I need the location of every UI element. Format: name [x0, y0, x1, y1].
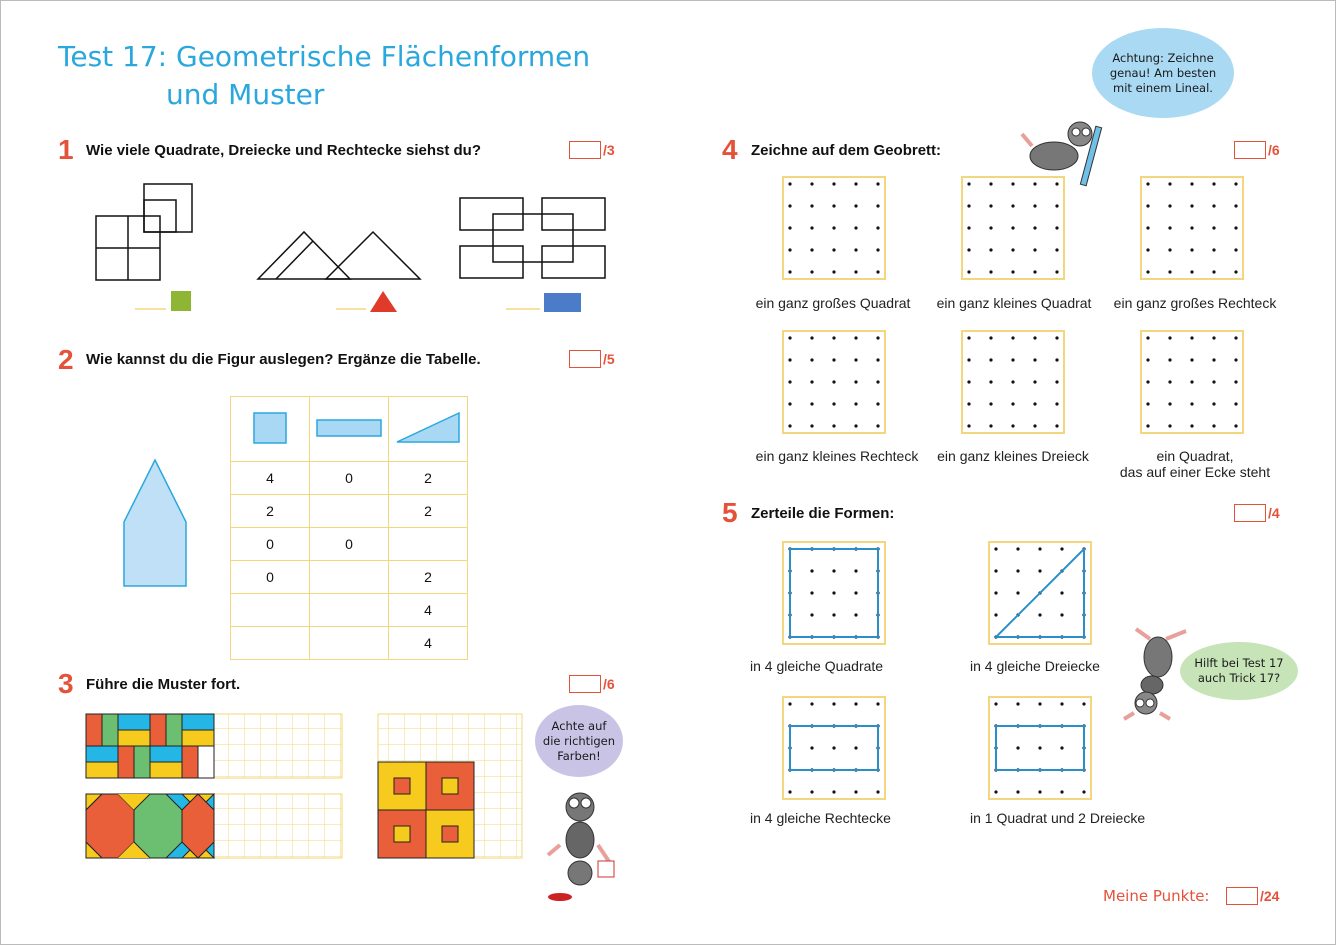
geoboard-dot[interactable]	[832, 270, 835, 273]
geoboard-dot[interactable]	[1190, 226, 1193, 229]
geoboard-dot[interactable]	[1055, 270, 1058, 273]
geoboard-f-label-line2: das auf einer Ecke steht	[1119, 464, 1271, 480]
total-score-label: Meine Punkte:	[1103, 887, 1210, 905]
task3-question: Führe die Muster fort.	[86, 676, 241, 693]
geoboard-dot[interactable]	[788, 204, 791, 207]
geoboard-dot[interactable]	[876, 358, 879, 361]
geoboard-dot[interactable]	[1055, 402, 1058, 405]
task2-score-box[interactable]	[569, 350, 601, 368]
page-title-line2: und Muster	[166, 78, 325, 111]
geoboard-dot[interactable]	[854, 380, 857, 383]
geoboard-dot[interactable]	[832, 226, 835, 229]
geoboard-dot[interactable]	[989, 248, 992, 251]
header-square	[231, 397, 310, 462]
bubble-left-line2: die richtigen	[542, 733, 616, 748]
geoboard-dot[interactable]	[1055, 380, 1058, 383]
geoboard-dot[interactable]	[788, 402, 791, 405]
cell-r1c1: 4	[231, 462, 310, 495]
geoboard-dot[interactable]	[854, 204, 857, 207]
geoboard-dot[interactable]	[1033, 182, 1036, 185]
geoboard-dot[interactable]	[1011, 336, 1014, 339]
bubble-mid-line2: auch Trick 17?	[1197, 671, 1281, 685]
geoboard-dot[interactable]	[1190, 358, 1193, 361]
task3-score	[569, 675, 615, 693]
geoboard-dot[interactable]	[788, 380, 791, 383]
geoboard-b-label: ein ganz kleines Quadrat	[936, 295, 1092, 311]
geoboard-dot[interactable]	[1212, 402, 1215, 405]
cell-r6c1[interactable]	[231, 627, 310, 660]
cell-r4c1: 0	[231, 561, 310, 594]
divide-rectangle-outline	[784, 698, 884, 798]
geoboard-dot[interactable]	[810, 270, 813, 273]
geoboard-dot[interactable]	[1234, 226, 1237, 229]
geoboard-c[interactable]	[1140, 176, 1244, 280]
divide-mixed-label: in 1 Quadrat und 2 Dreiecke	[970, 810, 1146, 826]
geoboard-dot[interactable]	[1212, 226, 1215, 229]
geoboard-dot[interactable]	[1033, 380, 1036, 383]
geoboard-dot[interactable]	[1055, 336, 1058, 339]
dot-grid	[1142, 178, 1242, 278]
geoboard-a-label: ein ganz großes Quadrat	[755, 295, 911, 311]
geoboard-dot[interactable]	[1212, 182, 1215, 185]
geoboard-dot[interactable]	[1055, 182, 1058, 185]
geoboard-dot[interactable]	[854, 182, 857, 185]
page-title-line1: Test 17: Geometrische Flächenformen	[58, 40, 591, 73]
task2-max: /5	[603, 351, 615, 367]
task1-question: Wie viele Quadrate, Dreiecke und Rechtecke siehst du?	[86, 142, 482, 159]
geoboard-dot[interactable]	[1146, 358, 1149, 361]
geoboard-dot[interactable]	[810, 424, 813, 427]
divide-square-outline	[784, 543, 884, 643]
geoboard-dot[interactable]	[854, 248, 857, 251]
bubble-top-line2: genau! Am besten	[1109, 65, 1217, 80]
geoboard-dot[interactable]	[1011, 358, 1014, 361]
geoboard-dot[interactable]	[967, 336, 970, 339]
geoboard-dot[interactable]	[810, 358, 813, 361]
divide-rectangle[interactable]	[782, 696, 886, 800]
header-rectangle	[310, 397, 389, 462]
geoboard-dot[interactable]	[1234, 182, 1237, 185]
geoboard-dot[interactable]	[832, 182, 835, 185]
geoboard-dot[interactable]	[1234, 380, 1237, 383]
geoboard-dot[interactable]	[1234, 248, 1237, 251]
geoboard-dot[interactable]	[1190, 182, 1193, 185]
task1-number: 1	[58, 134, 74, 165]
geoboard-dot[interactable]	[989, 380, 992, 383]
geoboard-dot[interactable]	[1146, 380, 1149, 383]
geoboard-f[interactable]	[1140, 330, 1244, 434]
task1-score	[569, 141, 615, 159]
geoboard-dot[interactable]	[1168, 358, 1171, 361]
divide-rectangle-label: in 4 gleiche Rechtecke	[750, 810, 891, 826]
geoboard-dot[interactable]	[1011, 182, 1014, 185]
dot-grid	[784, 178, 884, 278]
total-score-max: /24	[1260, 888, 1280, 904]
house-figure	[120, 456, 192, 592]
geoboard-dot[interactable]	[1033, 270, 1036, 273]
geoboard-dot[interactable]	[788, 226, 791, 229]
geoboard-dot[interactable]	[1190, 402, 1193, 405]
geoboard-dot[interactable]	[1168, 336, 1171, 339]
task2-score	[569, 350, 615, 368]
geoboard-dot[interactable]	[1190, 204, 1193, 207]
geoboard-dot[interactable]	[1212, 270, 1215, 273]
task5-max: /4	[1268, 505, 1280, 521]
task4-score-box[interactable]	[1234, 141, 1266, 159]
task5-score	[1234, 504, 1280, 522]
bubble-left-line1: Achte auf	[551, 718, 607, 733]
geoboard-dot[interactable]	[1033, 248, 1036, 251]
geoboard-dot[interactable]	[1190, 248, 1193, 251]
dot-grid	[784, 332, 884, 432]
total-score-box[interactable]	[1226, 887, 1258, 905]
geoboard-f-label	[1108, 448, 1282, 480]
geoboard-dot[interactable]	[1033, 358, 1036, 361]
shape-table	[230, 396, 468, 660]
task3-number: 3	[58, 668, 74, 699]
geoboard-dot[interactable]	[1146, 204, 1149, 207]
geoboard-dot[interactable]	[876, 226, 879, 229]
geoboard-dot[interactable]	[854, 336, 857, 339]
geoboard-dot[interactable]	[1234, 358, 1237, 361]
ant-handstand-illustration	[1120, 625, 1194, 721]
geoboard-dot[interactable]	[832, 336, 835, 339]
geoboard-dot[interactable]	[1212, 248, 1215, 251]
geoboard-dot[interactable]	[1190, 424, 1193, 427]
task2-question: Wie kannst du die Figur auslegen? Ergänze die Tabelle.	[86, 351, 481, 368]
geoboard-dot[interactable]	[1055, 248, 1058, 251]
geoboard-dot[interactable]	[854, 402, 857, 405]
geoboard-dot[interactable]	[967, 204, 970, 207]
geoboard-dot[interactable]	[788, 358, 791, 361]
bubble-left-line3: Farben!	[557, 748, 601, 763]
geoboard-dot[interactable]	[810, 226, 813, 229]
task5-question: Zerteile die Formen:	[751, 505, 895, 522]
speech-bubble-trick	[1180, 642, 1298, 700]
cell-r4c3: 2	[389, 561, 468, 594]
pattern-area	[84, 712, 529, 862]
geoboard-dot[interactable]	[1168, 204, 1171, 207]
geoboard-dot[interactable]	[832, 380, 835, 383]
dot-grid	[963, 332, 1063, 432]
header-triangle	[389, 397, 468, 462]
geoboard-dot[interactable]	[967, 380, 970, 383]
geoboard-dot[interactable]	[1190, 380, 1193, 383]
speech-bubble-ruler	[1092, 28, 1234, 118]
task4-score	[1234, 141, 1280, 159]
geoboard-dot[interactable]	[876, 204, 879, 207]
geoboard-dot[interactable]	[1212, 424, 1215, 427]
geoboard-dot[interactable]	[1168, 402, 1171, 405]
geoboard-dot[interactable]	[1011, 204, 1014, 207]
geoboard-dot[interactable]	[1168, 182, 1171, 185]
geoboard-dot[interactable]	[1146, 270, 1149, 273]
geoboard-dot[interactable]	[1055, 424, 1058, 427]
geoboard-dot[interactable]	[1011, 248, 1014, 251]
geoboard-dot[interactable]	[1168, 270, 1171, 273]
geoboard-dot[interactable]	[1234, 424, 1237, 427]
task3-max: /6	[603, 676, 615, 692]
geoboard-dot[interactable]	[1055, 358, 1058, 361]
geoboard-dot[interactable]	[967, 248, 970, 251]
geoboard-dot[interactable]	[1011, 424, 1014, 427]
divide-mixed-outline	[990, 698, 1090, 798]
geoboard-dot[interactable]	[854, 270, 857, 273]
geoboard-dot[interactable]	[876, 182, 879, 185]
geoboard-e[interactable]	[961, 330, 1065, 434]
geoboard-dot[interactable]	[810, 380, 813, 383]
geoboard-dot[interactable]	[1168, 424, 1171, 427]
divide-triangle-label: in 4 gleiche Dreiecke	[970, 658, 1100, 674]
cell-r4c2[interactable]	[310, 561, 389, 594]
speech-bubble-colors	[535, 705, 623, 777]
geoboard-dot[interactable]	[1146, 336, 1149, 339]
geoboard-a[interactable]	[782, 176, 886, 280]
geoboard-dot[interactable]	[1234, 402, 1237, 405]
geoboard-dot[interactable]	[788, 424, 791, 427]
geoboard-dot[interactable]	[1055, 226, 1058, 229]
geoboard-dot[interactable]	[989, 204, 992, 207]
cell-r3c3[interactable]	[389, 528, 468, 561]
geoboard-dot[interactable]	[967, 402, 970, 405]
divide-triangle-outline	[990, 543, 1090, 643]
geoboard-dot[interactable]	[854, 226, 857, 229]
geoboard-dot[interactable]	[989, 226, 992, 229]
geoboard-dot[interactable]	[1212, 336, 1215, 339]
geoboard-dot[interactable]	[1146, 424, 1149, 427]
geoboard-dot[interactable]	[876, 270, 879, 273]
cell-r5c1[interactable]	[231, 594, 310, 627]
cell-r5c3: 4	[389, 594, 468, 627]
geoboard-dot[interactable]	[989, 270, 992, 273]
geoboard-dot[interactable]	[1146, 248, 1149, 251]
geoboard-dot[interactable]	[989, 424, 992, 427]
cell-r3c1: 0	[231, 528, 310, 561]
geoboard-dot[interactable]	[876, 380, 879, 383]
geoboard-f-label-line1: ein Quadrat,	[1156, 448, 1234, 464]
geoboard-dot[interactable]	[876, 336, 879, 339]
geoboard-dot[interactable]	[989, 402, 992, 405]
geoboard-dot[interactable]	[1146, 402, 1149, 405]
geoboard-dot[interactable]	[832, 358, 835, 361]
cell-r5c2[interactable]	[310, 594, 389, 627]
geoboard-dot[interactable]	[1234, 270, 1237, 273]
cell-r6c2[interactable]	[310, 627, 389, 660]
task2-number: 2	[58, 344, 74, 375]
geoboard-dot[interactable]	[1234, 336, 1237, 339]
task4-question: Zeichne auf dem Geobrett:	[751, 142, 942, 159]
geoboard-dot[interactable]	[1011, 270, 1014, 273]
task1-score-box[interactable]	[569, 141, 601, 159]
dot-grid	[1142, 332, 1242, 432]
geoboard-dot[interactable]	[967, 182, 970, 185]
cell-r2c2[interactable]	[310, 495, 389, 528]
task3-score-box[interactable]	[569, 675, 601, 693]
geoboard-dot[interactable]	[810, 336, 813, 339]
geoboard-dot[interactable]	[854, 358, 857, 361]
geoboard-dot[interactable]	[1168, 226, 1171, 229]
geoboard-dot[interactable]	[1146, 226, 1149, 229]
geoboard-dot[interactable]	[788, 336, 791, 339]
cell-r2c1: 2	[231, 495, 310, 528]
task5-number: 5	[722, 497, 738, 528]
geoboard-dot[interactable]	[1033, 424, 1036, 427]
task1-figures	[90, 178, 620, 318]
geoboard-e-label: ein ganz kleines Dreieck	[937, 448, 1089, 464]
geoboard-dot[interactable]	[989, 358, 992, 361]
ant-painter-illustration	[540, 785, 620, 905]
geoboard-dot[interactable]	[1168, 380, 1171, 383]
geoboard-dot[interactable]	[1212, 358, 1215, 361]
geoboard-dot[interactable]	[788, 182, 791, 185]
geoboard-d-label: ein ganz kleines Rechteck	[755, 448, 919, 464]
geoboard-b[interactable]	[961, 176, 1065, 280]
cell-r1c2: 0	[310, 462, 389, 495]
geoboard-dot[interactable]	[832, 248, 835, 251]
divide-triangle[interactable]	[988, 541, 1092, 645]
geoboard-dot[interactable]	[1011, 402, 1014, 405]
bubble-top-line3: mit einem Lineal.	[1113, 80, 1213, 95]
geoboard-dot[interactable]	[1011, 226, 1014, 229]
total-score	[1226, 887, 1279, 905]
geoboard-dot[interactable]	[1033, 226, 1036, 229]
geoboard-dot[interactable]	[1190, 270, 1193, 273]
geoboard-dot[interactable]	[854, 424, 857, 427]
geoboard-dot[interactable]	[1011, 380, 1014, 383]
geoboard-dot[interactable]	[788, 270, 791, 273]
geoboard-dot[interactable]	[876, 248, 879, 251]
geoboard-dot[interactable]	[1033, 336, 1036, 339]
geoboard-dot[interactable]	[832, 402, 835, 405]
geoboard-dot[interactable]	[1033, 204, 1036, 207]
geoboard-dot[interactable]	[876, 402, 879, 405]
divide-square[interactable]	[782, 541, 886, 645]
geoboard-dot[interactable]	[1212, 204, 1215, 207]
geoboard-dot[interactable]	[1168, 248, 1171, 251]
geoboard-dot[interactable]	[967, 358, 970, 361]
cell-r6c3: 4	[389, 627, 468, 660]
task4-max: /6	[1268, 142, 1280, 158]
geoboard-dot[interactable]	[1146, 182, 1149, 185]
geoboard-dot[interactable]	[1234, 204, 1237, 207]
geoboard-c-label: ein ganz großes Rechteck	[1113, 295, 1277, 311]
task1-max: /3	[603, 142, 615, 158]
geoboard-dot[interactable]	[989, 336, 992, 339]
cell-r2c3: 2	[389, 495, 468, 528]
geoboard-d[interactable]	[782, 330, 886, 434]
cell-r3c2: 0	[310, 528, 389, 561]
geoboard-dot[interactable]	[788, 248, 791, 251]
bubble-top-line1: Achtung: Zeichne	[1112, 50, 1214, 65]
geoboard-dot[interactable]	[810, 248, 813, 251]
geoboard-dot[interactable]	[810, 182, 813, 185]
cell-r1c3: 2	[389, 462, 468, 495]
geoboard-dot[interactable]	[967, 270, 970, 273]
geoboard-dot[interactable]	[1212, 380, 1215, 383]
geoboard-dot[interactable]	[1190, 336, 1193, 339]
dot-grid	[963, 178, 1063, 278]
divide-square-label: in 4 gleiche Quadrate	[750, 658, 884, 674]
geoboard-dot[interactable]	[832, 204, 835, 207]
geoboard-dot[interactable]	[1055, 204, 1058, 207]
geoboard-dot[interactable]	[967, 226, 970, 229]
geoboard-dot[interactable]	[810, 402, 813, 405]
task4-number: 4	[722, 134, 738, 165]
geoboard-dot[interactable]	[967, 424, 970, 427]
divide-mixed[interactable]	[988, 696, 1092, 800]
geoboard-dot[interactable]	[1033, 402, 1036, 405]
geoboard-dot[interactable]	[989, 182, 992, 185]
geoboard-dot[interactable]	[832, 424, 835, 427]
task5-score-box[interactable]	[1234, 504, 1266, 522]
geoboard-dot[interactable]	[876, 424, 879, 427]
bubble-mid-line1: Hilft bei Test 17	[1194, 656, 1284, 670]
geoboard-dot[interactable]	[810, 204, 813, 207]
